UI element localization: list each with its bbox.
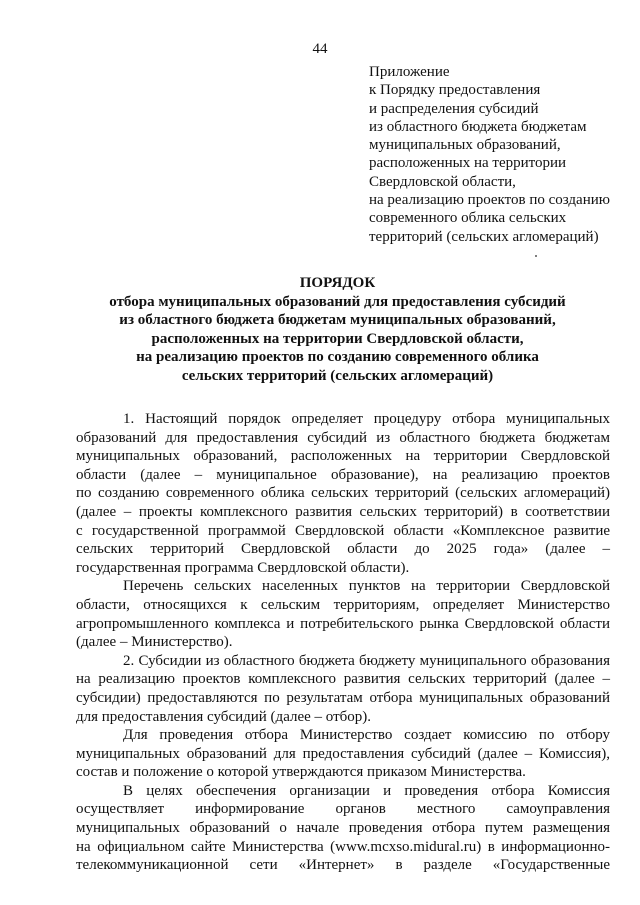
appendix-line: к Порядку предоставления [369,82,541,99]
paragraph [76,577,610,651]
appendix-line: Свердловской области, [369,173,516,190]
title-line: из областного бюджета бюджетам муниципальных образований, [119,312,556,328]
appendix-line: современного облика сельских [369,210,567,227]
paragraph-line: Для проведения отбора Министерство создает комиссию по отбору [123,727,610,744]
paragraph-line: осуществляет информирование органов местного самоуправления [76,801,610,818]
paragraph-line: для предоставления субсидий (далее – отбор). [76,708,372,725]
paragraph-line: 1. Настоящий порядок определяет процедуру отбора муниципальных [123,411,610,427]
paragraph-line: с государственной программой Свердловской области «Комплексное развитие [76,522,610,539]
document-title [60,274,615,385]
appendix-line: Приложение [369,64,450,80]
paragraph-line: (далее – проекты комплексного развития сельских территорий) в соответствии [76,503,610,520]
paragraph-line: субсидии) предоставляются по результатам отбора муниципальных образований [76,689,610,706]
title-line: сельских территорий (сельских агломераций) [181,367,494,384]
paragraph [76,726,610,782]
paragraph-line: агропромышленного комплекса и потребительского рынка Свердловской области [76,615,610,632]
paragraph-line: телекоммуникационной сети «Интернет» в разделе «Государственные [76,857,610,874]
paragraph-line: образований для предоставления субсидий из областного бюджета бюджетам [76,429,610,446]
paragraph-line: сельских территорий Свердловской области до 2025 года» (далее – [76,541,610,558]
page-number: 44 [312,41,328,57]
title-line: расположенных на территории Свердловской области, [151,330,524,347]
appendix-line: из областного бюджета бюджетам [369,118,587,135]
paragraph-line: состав и положение о которой утверждаются приказом Министерства. [76,764,526,781]
title-subtitle [60,293,615,386]
appendix-line: расположенных на территории [369,155,567,172]
paragraph-line: по созданию современного облика сельских территорий (сельских агломераций) [76,485,610,502]
paragraph-line: на официальном сайте Министерства (www.mcxso.midural.ru) в информационно- [76,838,610,855]
appendix-line: и распределения субсидий [369,100,539,117]
paragraph-line: В целях обеспечения организации и проведения отбора Комиссия [123,782,610,799]
paragraph [76,652,610,726]
paragraph-line: 2. Субсидии из областного бюджета бюджету муниципального образования [123,652,610,669]
paragraph-line: (далее – Министерство). [76,634,233,651]
paragraph-line: муниципальных образований о начале проведения отбора путем размещения [76,820,610,837]
title-heading: ПОРЯДОК [299,275,376,291]
scan-speck [535,255,537,257]
appendix-line: территорий (сельских агломераций) [369,228,599,245]
paragraph-line: Перечень сельских населенных пунктов на территории Свердловской [123,578,610,595]
appendix-line: муниципальных образований, [369,137,561,154]
paragraph [76,782,610,875]
paragraph-line: области, относящихся к сельским территориям, определяет Министерство [76,596,610,613]
title-line: на реализацию проектов по созданию современного облика [136,349,539,365]
paragraph-line: области (далее – муниципальное образование), на реализацию проектов [76,466,610,483]
appendix-line: на реализацию проектов по созданию [369,192,610,209]
title-line: отбора муниципальных образований для предоставления субсидий [109,293,566,310]
appendix-block [369,63,631,246]
paragraph-line: государственная программа Свердловской области). [76,559,410,576]
paragraph [76,410,610,577]
document-body [76,410,610,875]
paragraph-line: муниципальных образований, расположенных на территории Свердловской [76,448,610,465]
paragraph-line: на реализацию проектов комплексного развития сельских территорий (далее – [76,671,610,688]
paragraph-line: муниципальных образований для предоставления субсидий (далее – Комиссия), [76,745,610,762]
